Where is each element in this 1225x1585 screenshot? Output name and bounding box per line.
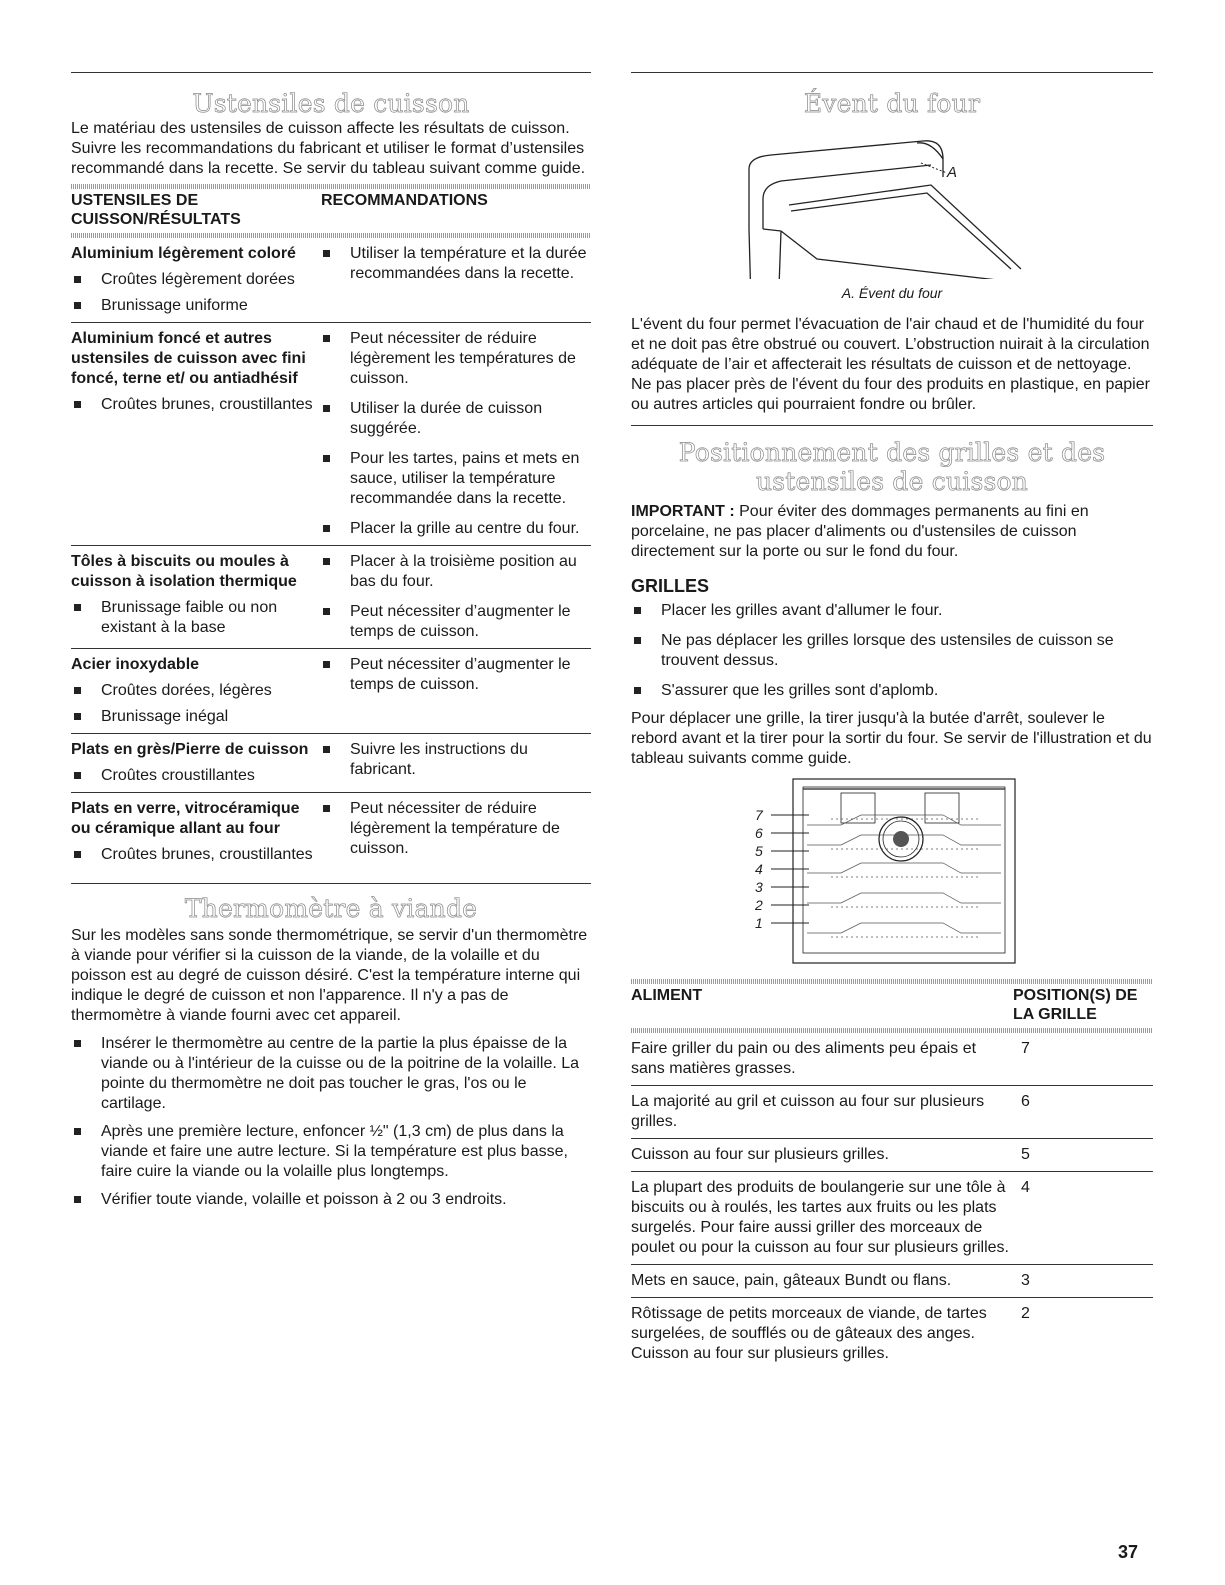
recommendation-cell [316, 329, 591, 539]
important-label: IMPORTANT : [631, 503, 735, 520]
cookware-table-header [71, 189, 591, 233]
table-row [71, 546, 591, 649]
food-cell: Mets en sauce, pain, gâteaux Bundt ou flans. [631, 1272, 952, 1289]
vent-caption: A. Évent du four [841, 285, 943, 301]
important-text: Pour éviter des dommages permanents au fini en porcelaine, ne pas placer d'aliments ou d'ustensiles de cuisson directement sur la porte ou sur le fond du four. [631, 503, 1089, 560]
food-table-header [631, 984, 1153, 1028]
racks-text: Pour déplacer une grille, la tirer jusqu'à la butée d'arrêt, soulever le rebord avant et la tirer pour la sortir du four. Se servir de l'illustration et du tableau suivants comme guide. [631, 710, 1152, 767]
result-item: Brunissage inégal [71, 707, 316, 727]
table-row [631, 1139, 1153, 1172]
racks-title: Positionnement des grilles et des ustensiles de cuisson [678, 438, 1106, 496]
table-row [631, 1033, 1153, 1086]
recommendation-item: Peut nécessiter d’augmenter le temps de cuisson. [320, 602, 591, 642]
position-cell: 4 [1021, 1179, 1030, 1196]
result-item: Croûtes brunes, croustillantes [71, 845, 316, 865]
position-cell: 3 [1021, 1272, 1030, 1289]
list-item: Vérifier toute viande, volaille et poisson à 2 ou 3 endroits. [71, 1190, 591, 1210]
list-item: S'assurer que les grilles sont d'aplomb. [631, 681, 1153, 701]
list-item: Ne pas déplacer les grilles lorsque des ustensiles de cuisson se trouvent dessus. [631, 631, 1153, 671]
recommendation-cell [316, 799, 591, 865]
cookware-table [71, 238, 591, 871]
rack-position-label: 3 [755, 879, 763, 895]
food-cell: La majorité au gril et cuisson au four sur plusieurs grilles. [631, 1093, 985, 1130]
recommendation-item: Peut nécessiter d’augmenter le temps de cuisson. [320, 655, 591, 695]
table-row [71, 323, 591, 546]
recommendation-cell [316, 655, 591, 727]
recommendation-item: Placer la grille au centre du four. [320, 519, 591, 539]
header-col2: RECOMMANDATIONS [321, 192, 488, 209]
thermometer-list [71, 1034, 591, 1210]
cookware-name: Acier inoxydable [71, 656, 200, 673]
table-row [71, 734, 591, 793]
section-rule [631, 425, 1153, 426]
right-column [631, 72, 1153, 1370]
rack-position-label: 4 [755, 861, 763, 877]
recommendation-item: Peut nécessiter de réduire légèrement la température de cuisson. [320, 799, 591, 859]
rack-position-label: 5 [755, 843, 763, 859]
cookware-name: Plats en grès/Pierre de cuisson [71, 741, 309, 758]
table-row [71, 649, 591, 734]
list-item: Insérer le thermomètre au centre de la partie la plus épaisse de la viande ou à l'intérieur de la cuisse ou de la poitrine de la volaille. La pointe du thermomètre ne doit pas toucher le gras, l'os ou le cartilage. [71, 1034, 591, 1114]
table-row [631, 1086, 1153, 1139]
cookware-intro: Le matériau des ustensiles de cuisson affecte les résultats de cuisson. Suivre les recommandations du fabricant et utiliser le format d’ustensiles recommandé dans la recette. Se servir du tableau suivant comme guide. [71, 120, 586, 177]
food-cell: Rôtissage de petits morceaux de viande, de tartes surgelées, de soufflés ou de gâteaux des anges. Cuisson au four sur plusieurs grilles. [631, 1305, 987, 1362]
food-cell: La plupart des produits de boulangerie sur une tôle à biscuits ou à roulés, les tartes aux fruits ou les plats surgelés. Pour faire aussi griller des morceaux de poulet ou pour la cuisson au four sur plusieurs grilles. [631, 1179, 1009, 1256]
table-row [71, 793, 591, 871]
food-cell: Cuisson au four sur plusieurs grilles. [631, 1146, 889, 1163]
racks-list [631, 601, 1153, 701]
recommendation-item: Utiliser la température et la durée recommandées dans la recette. [320, 244, 591, 284]
table-row [631, 1298, 1153, 1370]
oven-vent-illustration [631, 119, 1153, 279]
thermometer-title: Thermomètre à viande [184, 894, 478, 923]
position-cell: 5 [1021, 1146, 1030, 1163]
position-cell: 7 [1021, 1040, 1030, 1057]
page-number: 37 [1118, 1542, 1139, 1562]
table-row [631, 1265, 1153, 1298]
food-table [631, 1033, 1153, 1370]
result-item: Croûtes dorées, légères [71, 681, 316, 701]
vent-label: A [947, 164, 958, 181]
recommendation-item: Placer à la troisième position au bas du four. [320, 552, 591, 592]
cookware-cell [71, 329, 316, 539]
section-rule [71, 883, 591, 884]
rack-position-label: 2 [755, 897, 763, 913]
result-item: Brunissage uniforme [71, 296, 316, 316]
recommendation-cell [316, 244, 591, 316]
position-cell: 2 [1021, 1305, 1030, 1322]
list-item: Après une première lecture, enfoncer ½" (1,3 cm) de plus dans la viande et faire une autre lecture. Si la température est plus basse, faire cuire la viande ou la volaille plus longtemps. [71, 1122, 591, 1182]
cookware-name: Plats en verre, vitrocéramique ou céramique allant au four [71, 800, 300, 837]
table-row [71, 238, 591, 323]
oven-rack-illustration [631, 775, 1153, 975]
cookware-name: Tôles à biscuits ou moules à cuisson à isolation thermique [71, 553, 297, 590]
thermometer-intro: Sur les modèles sans sonde thermométrique, se servir d'un thermomètre à viande pour vérifier si la cuisson de la viande, de la volaille et du poisson est au degré de cuisson désiré. C'est la température interne qui indique le degré de cuisson et non l'apparence. Il n'y a pas de thermomètre à viande fourni avec cet appareil. [71, 927, 588, 1024]
cookware-cell [71, 244, 316, 316]
cookware-title: Ustensiles de cuisson [192, 89, 470, 118]
cookware-name: Aluminium foncé et autres ustensiles de cuisson avec fini foncé, terne et/ ou antiadhésif [71, 330, 306, 387]
rack-position-label: 1 [755, 915, 763, 931]
recommendation-cell [316, 552, 591, 642]
recommendation-item: Pour les tartes, pains et mets en sauce, utiliser la température recommandée dans la recette. [320, 449, 591, 509]
result-item: Brunissage faible ou non existant à la base [71, 598, 316, 638]
section-rule [71, 72, 591, 73]
result-item: Croûtes légèrement dorées [71, 270, 316, 290]
recommendation-item: Peut nécessiter de réduire légèrement les températures de cuisson. [320, 329, 591, 389]
header-col1: USTENSILES DE CUISSON/RÉSULTATS [71, 192, 241, 228]
table-row [631, 1172, 1153, 1265]
recommendation-cell [316, 740, 591, 786]
position-cell: 6 [1021, 1093, 1030, 1110]
recommendation-item: Suivre les instructions du fabricant. [320, 740, 591, 780]
cookware-cell [71, 552, 316, 642]
cookware-cell [71, 740, 316, 786]
left-column [71, 72, 591, 1210]
recommendation-item: Utiliser la durée de cuisson suggérée. [320, 399, 591, 439]
cookware-name: Aluminium légèrement coloré [71, 245, 296, 262]
result-item: Croûtes brunes, croustillantes [71, 395, 316, 415]
vent-title: Évent du four [803, 89, 981, 118]
vent-text: L'évent du four permet l'évacuation de l'air chaud et de l'humidité du four et ne doit pas être obstrué ou couvert. L’obstruction nuirait à la circulation adéquate de l’air et affecterait les résultats de cuisson et de nettoyage. Ne pas placer près de l'évent du four des produits en plastique, en papier ou autres articles qui pourraient fondre ou brûler. [631, 316, 1150, 413]
cookware-cell [71, 655, 316, 727]
result-item: Croûtes croustillantes [71, 766, 316, 786]
rack-position-label: 6 [755, 825, 763, 841]
header-food: ALIMENT [631, 987, 703, 1004]
section-rule [631, 72, 1153, 73]
list-item: Placer les grilles avant d'allumer le four. [631, 601, 1153, 621]
header-position: POSITION(S) DE LA GRILLE [1013, 987, 1138, 1023]
important-note [631, 502, 1153, 562]
food-cell: Faire griller du pain ou des aliments peu épais et sans matières grasses. [631, 1040, 977, 1077]
racks-subtitle: GRILLES [631, 576, 710, 596]
rack-position-label: 7 [755, 807, 763, 823]
cookware-cell [71, 799, 316, 865]
